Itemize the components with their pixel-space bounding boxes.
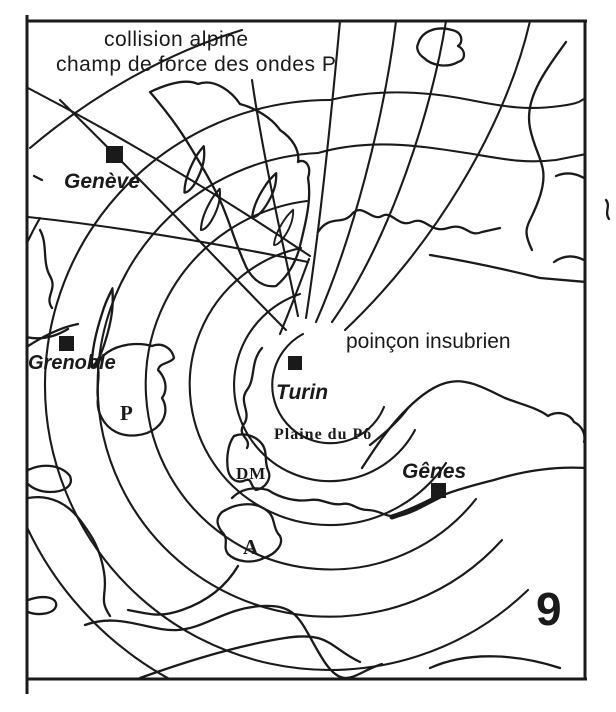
massif-label-a: A bbox=[243, 535, 259, 559]
ne-sinuous-line bbox=[527, 42, 566, 250]
bottom-coast-wavy-b bbox=[140, 636, 360, 678]
region-label-po-plain: Plaine du Pô bbox=[274, 426, 373, 443]
bottom-coast-wavy-c bbox=[430, 656, 560, 668]
massif-label-dm: DM bbox=[236, 464, 267, 483]
figure-number: 9 bbox=[536, 583, 562, 635]
apennine-spur bbox=[370, 408, 408, 445]
field-arc-north-a bbox=[330, 92, 586, 108]
field-arc-north-b bbox=[318, 144, 586, 161]
insubric-line bbox=[318, 210, 500, 233]
city-marker-geneve bbox=[106, 146, 123, 163]
figure-title-line2: champ de force des ondes P bbox=[56, 53, 337, 76]
po-plain-north-edge bbox=[430, 255, 586, 282]
right-edge-hook-a bbox=[556, 173, 584, 178]
region-label-indenter: poinçon insubrien bbox=[346, 330, 511, 353]
city-marker-grenoble bbox=[59, 336, 74, 351]
tip-wiggle bbox=[242, 348, 262, 448]
city-label-grenoble: Grenoble bbox=[28, 352, 116, 374]
figure-title-line1: collision alpine bbox=[104, 28, 249, 51]
provence-tongue bbox=[28, 466, 71, 492]
city-label-turin: Turin bbox=[276, 381, 329, 404]
right-edge-hook-b bbox=[554, 256, 584, 262]
city-marker-genes bbox=[431, 483, 446, 498]
lake-sliver bbox=[199, 187, 224, 233]
city-marker-turin bbox=[288, 356, 302, 370]
massif-label-p: P bbox=[120, 401, 133, 425]
rhone-wiggle bbox=[40, 230, 53, 308]
field-arc-northwest bbox=[28, 217, 308, 262]
stray-mark bbox=[606, 200, 609, 219]
small-dash bbox=[34, 176, 42, 180]
small-coast-blob bbox=[28, 597, 56, 614]
city-label-geneve: Genève bbox=[64, 170, 140, 193]
city-label-genes: Gênes bbox=[402, 460, 467, 483]
